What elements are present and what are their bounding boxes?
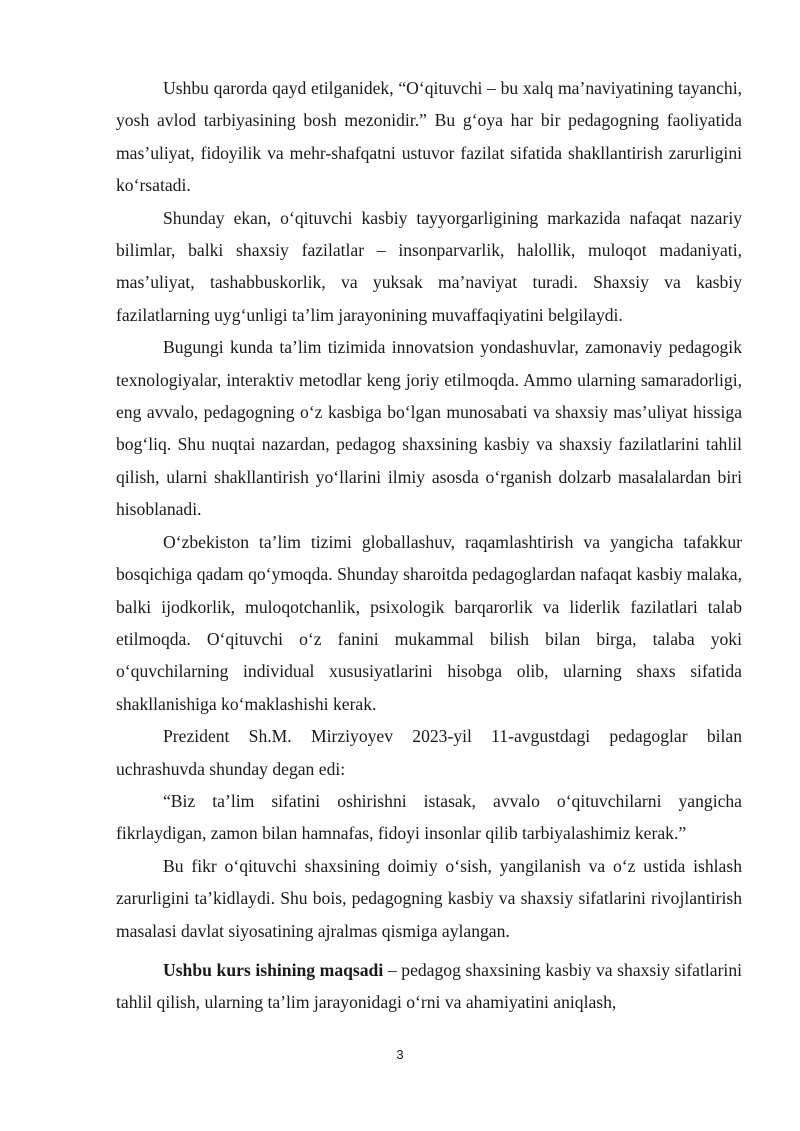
paragraph-7: Bu fikr o‘qituvchi shaxsining doimiy o‘sish, yangilanish va o‘z ustida ishlash zarurligini ta’kidlaydi. Shu bois, pedagogning kasbiy va shaxsiy sifatlarini rivojlantirish masalasi davlat siyosatining ajralmas qismiga aylangan. xyxy=(116,855,742,941)
goal-paragraph xyxy=(116,954,742,1019)
paragraph-2: Shunday ekan, o‘qituvchi kasbiy tayyorgarligining markazida nafaqat nazariy bilimlar, balki shaxsiy fazilatlar – insonparvarlik, halollik, muloqot madaniyati, mas’uliyat, tashabbuskorlik, va yuksak ma’naviyat turadi. Shaxsiy va kasbiy fazilatlarning uyg‘unligi ta’lim jarayonining muvaffaqiyatini belgilaydi. xyxy=(116,207,742,325)
quote-paragraph: “Biz ta’lim sifatini oshirishni istasak, avvalo o‘qituvchilarni yangicha fikrlaydigan, zamon bilan hamnafas, fidoyi insonlar qilib tarbiyalashimiz kerak.” xyxy=(116,790,742,844)
paragraph-3: Bugungi kunda ta’lim tizimida innovatsion yondashuvlar, zamonaviy pedagogik texnologiyalar, interaktiv metodlar keng joriy etilmoqda. Ammo ularning samaradorligi, eng avvalo, pedagogning o‘z kasbiga bo‘lgan munosabati va shaxsiy mas’uliyat hissiga bog‘liq. Shu nuqtai nazardan, pedagog shaxsining kasbiy va shaxsiy fazilatlarini tahlil qilish, ularni shakllantirish yo‘llarini ilmiy asosda o‘rganish dolzarb masalalardan biri hisoblanadi. xyxy=(116,337,742,520)
goal-heading: Ushbu kurs ishining maqsadi xyxy=(163,959,384,980)
paragraph-1: Ushbu qarorda qayd etilganidek, “O‘qituvchi – bu xalq ma’naviyatining tayanchi, yosh avlod tarbiyasining bosh mezonidir.” Bu g‘oya har bir pedagogning faoliyatida mas’uliyat, fidoyilik va mehr-shafqatni ustuvor fazilat sifatida shakllantirish zarurligini ko‘rsatadi. xyxy=(116,78,742,196)
document-body xyxy=(116,72,742,1019)
goal-text: – pedagog shaxsining kasbiy va shaxsiy sifatlarini tahlil qilish, ularning ta’lim jarayonidagi o‘rni va ahamiyatini aniqlash, xyxy=(116,959,743,1013)
paragraph-5: Prezident Sh.M. Mirziyoyev 2023-yil 11-avgustdagi pedagoglar bilan uchrashuvda shunday degan edi: xyxy=(116,726,742,779)
page-number: 3 xyxy=(396,1047,404,1062)
paragraph-4: O‘zbekiston ta’lim tizimi globallashuv, raqamlashtirish va yangicha tafakkur bosqichiga qadam qo‘ymoqda. Shunday sharoitda pedagoglardan nafaqat kasbiy malaka, balki ijodkorlik, muloqotchanlik, psixologik barqarorlik va liderlik fazilatlari talab etilmoqda. O‘qituvchi o‘z fanini mukammal bilish bilan birga, talaba yoki o‘quvchilarning individual xususiyatlarini hisobga olib, ularning shaxs sifatida shakllanishiga ko‘maklashishi kerak. xyxy=(116,531,742,714)
